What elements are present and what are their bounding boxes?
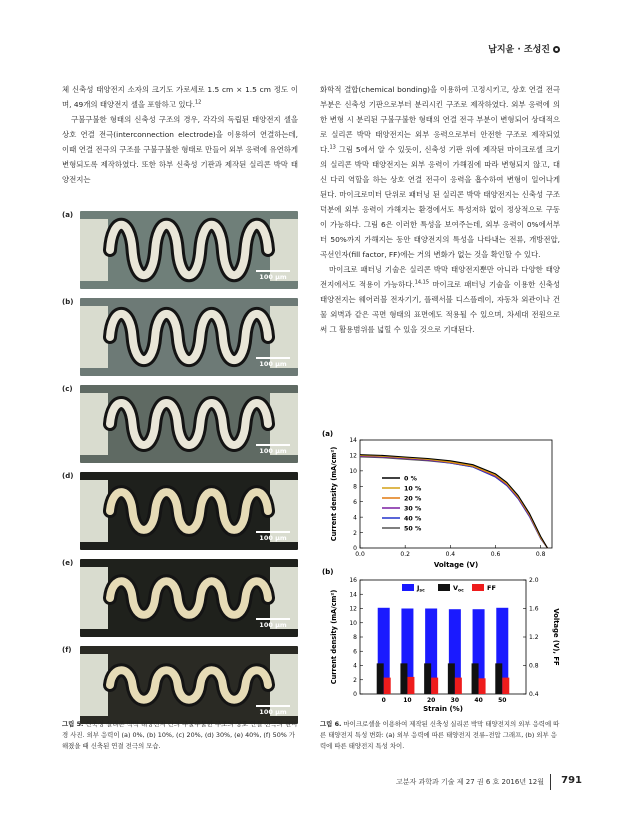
legend-label: 40 % [404,515,422,523]
y-axis-label: Current density (mA/cm²) [330,446,338,542]
reference-marker: 14,15 [414,279,430,286]
x-tick-label: 0.4 [445,551,456,558]
x-tick-label: 30 [450,697,460,704]
footer-divider [550,774,551,790]
x-tick-label: 0.6 [490,551,501,558]
running-head [488,42,560,55]
legend-label: $V_{oc}$ [453,584,464,594]
ff-bar [431,678,438,694]
panel-label: (a) [322,430,334,438]
y-tick-label: 8 [353,634,357,642]
y-tick-label: 14 [349,591,357,599]
voc-bar [495,663,502,694]
panel-label: (d) [62,472,74,480]
scale-bar [256,444,290,455]
ff-bar [455,678,462,694]
scale-bar-label: 100 μm [259,360,287,368]
micrograph-panel [62,298,298,378]
ff-bar [479,678,486,694]
right-paragraph-1: 화학적 결합(chemical bonding)을 이용하여 고정시키고, 상호 연결 전극 부분은 신축성 기판으로부터 분리시킨 구조로 제작하였다. 외부 응력에 의한 변형 시 분리된 구불구불한 형태의 연결 전극 부분이 변형되어 상대적으로 실리콘 박막 태양전지는 외부 응력으로부터 안전한 구조로 제작되었다.$^{13}$ 그림 5에서 알 수 있듯이, 신축성 기판 위에 제작된 마이크로셀 크기의 실리콘 박막 태양전지는 외부 응력이 가해짐에 따라 변형되지 않고, 대신 다리 역할을 하는 상호 연결 전극이 응력을 흡수하여 변형이 일어나게 된다. 마이크로미터 단위로 패터닝 된 실리콘 박막 태양전지는 신축성 구조 덕분에 외부 응력이 가해지는 환경에서도 특성저하 없이 정상적으로 구동이 가능하다. 그림 6은 이러한 특성을 보여주는데, 외부 응력이 0%에서부터 50%까지 가해지는 동안 태양전지의 특성을 나타내는 전류, 개방전압, 곡선인자(fill factor, FF)에는 거의 변화가 없는 것을 확인할 수 있다. [320,85,560,259]
strain-bar-chart [320,566,560,716]
legend-label: 30 % [404,505,422,513]
series-line [360,456,548,548]
scale-bar [256,705,290,716]
micrograph-image [80,211,298,289]
y-tick-label: 2 [353,676,357,684]
series-line [360,457,548,548]
x-tick-label: 50 [498,697,507,704]
y2-tick-label: 0.8 [529,662,539,670]
y-tick-label: 6 [353,498,357,506]
panel-label: (c) [62,385,73,393]
scale-bar-line [256,618,290,620]
scale-bar [256,618,290,629]
left-paragraph-1: 체 신축성 태양전지 소자의 크기도 가로세로 1.5 cm × 1.5 cm 정도 이며, 49개의 태양전지 셀을 포함하고 있다.$^{12}$ [62,85,298,109]
scale-bar [256,270,290,281]
y-tick-label: 16 [349,577,357,585]
micrograph-panel [62,472,298,552]
x-tick-label: 0.8 [535,551,546,558]
right-paragraph-2: 마이크로 패터닝 기술은 실리콘 박막 태양전지뿐만 아니라 다양한 태양전지에서도 적용이 가능하다.$^{14,15}$ 마이크로 패터닝 기술을 이용한 신축성 태양전지는 웨어러블 전자기기, 플렉서블 디스플레이, 자동차 외관이나 건물 외벽과 같은 곡면 형태의 표면에도 적용될 수 있으며, 차세대 전원으로써 그 활용범위를 넓힐 수 있을 것으로 기대된다. [320,265,560,334]
figure-5-caption: 그림 5. 신축성 실리콘 박막 태양전지 간의 구불구불한 구조의 상호 연결 전극의 현미경 사진. 외부 응력이 (a) 0%, (b) 10%, (c) 20%, (d) 30%, (e) 40%, (f) 50% 가해졌을 때 신축된 연결 전극의 모습. [62,720,298,750]
legend-swatch [402,584,414,591]
y-tick-label: 10 [349,468,357,476]
scale-bar-label: 100 μm [259,708,287,716]
voc-bar [400,663,407,694]
scale-bar-label: 100 μm [259,273,287,281]
y-tick-label: 2 [353,529,357,537]
figure-6-caption: 그림 6. 마이크로셀을 이용하여 제작된 신축성 실리콘 박막 태양전지의 외부 응력에 따른 태양전지 특성 변화: (a) 외부 응력에 따른 태양전지 전류–전압 그래프, (b) 외부 응력에 따른 태양전지 특성 차이. [320,720,560,750]
panel-label: (b) [62,298,74,306]
series-line [360,456,548,548]
y2-tick-label: 1.2 [529,634,539,642]
reference-marker: 13 [329,144,336,151]
micrograph-image [80,298,298,376]
y-tick-label: 12 [349,452,357,460]
y-tick-label: 8 [353,483,357,491]
scale-bar [256,531,290,542]
scale-bar-line [256,705,290,707]
panel-label: (b) [322,568,334,576]
voc-bar [448,663,455,694]
legend-swatch [472,584,484,591]
x-tick-label: 0.2 [400,551,410,558]
x-tick-label: 10 [403,697,412,704]
left-paragraph-2: 구불구불한 형태의 신축성 구조의 경우, 각각의 독립된 태양전지 셀을 상호 연결 전극(interconnection electrode)을 이용하여 연결하는데, 이때 연결 전극의 구조를 구불구불한 형태로 만들어 외부 응력에 유연하게 변형되도록 제작하였다. 또한 하부 신축성 기판과 제작된 실리콘 박막 태양전지는 [62,115,298,184]
y-axis-label: Current density (mA/cm²) [330,589,338,685]
micrograph-panel [62,559,298,639]
y-tick-label: 0 [353,691,357,699]
micrograph-panel [62,646,298,726]
ff-bar [384,678,391,694]
y-tick-label: 0 [353,545,357,553]
legend-swatch [438,584,450,591]
y-tick-label: 6 [353,648,357,656]
y-tick-label: 4 [353,514,357,522]
micrograph-image [80,385,298,463]
x-tick-label: 20 [426,697,436,704]
micrograph-image [80,646,298,724]
scale-bar-label: 100 μm [259,447,287,455]
y2-tick-label: 0.4 [529,691,539,699]
series-line [360,455,548,548]
legend-label: FF [487,584,496,592]
x-axis-label: Strain (%) [423,705,463,713]
legend-label: 50 % [404,525,422,533]
scale-bar-line [256,531,290,533]
circle-icon [553,46,560,53]
ff-bar [502,678,509,694]
x-tick-label: 0.0 [355,551,365,558]
author-names: 남지윤 · 조성진 [488,45,550,55]
y-tick-label: 12 [349,605,357,613]
x-axis-label: Voltage (V) [433,561,479,569]
panel-label: (e) [62,559,74,567]
jv-curve-chart [320,428,560,576]
right-column [320,82,560,337]
y-tick-label: 14 [349,437,357,445]
scale-bar-line [256,357,290,359]
y-tick-label: 10 [349,619,357,627]
legend-subscript: oc [458,588,464,594]
voc-bar [472,663,479,694]
scale-bar-label: 100 μm [259,534,287,542]
voc-bar [377,663,384,694]
micrograph-panel [62,211,298,291]
scale-bar-label: 100 μm [259,621,287,629]
panel-label: (f) [62,646,72,654]
y2-tick-label: 2.0 [529,577,539,585]
legend-label: $J_{sc}$ [417,584,425,594]
legend-label: 10 % [404,485,422,493]
legend-label: 0 % [404,475,417,483]
micrograph-image [80,559,298,637]
legend-label: 20 % [404,495,422,503]
y2-tick-label: 1.6 [529,605,539,613]
voc-bar [424,663,431,694]
legend-subscript: sc [419,588,425,594]
journal-info: 고분자 과학과 기술 제 27 권 6 호 2016년 12월 [395,778,544,786]
ff-bar [407,677,414,694]
page-number: 791 [561,775,582,786]
reference-marker: 12 [194,99,202,106]
y-tick-label: 4 [353,662,357,670]
micrograph-panel [62,385,298,465]
x-tick-label: 40 [474,697,483,704]
micrograph-image [80,472,298,550]
left-column [62,82,298,187]
y2-axis-label: Voltage (V), FF [552,608,560,666]
scale-bar [256,357,290,368]
panel-label: (a) [62,211,74,219]
series-line [360,455,548,548]
x-tick-label: 0 [381,697,386,704]
scale-bar-line [256,444,290,446]
scale-bar-line [256,270,290,272]
